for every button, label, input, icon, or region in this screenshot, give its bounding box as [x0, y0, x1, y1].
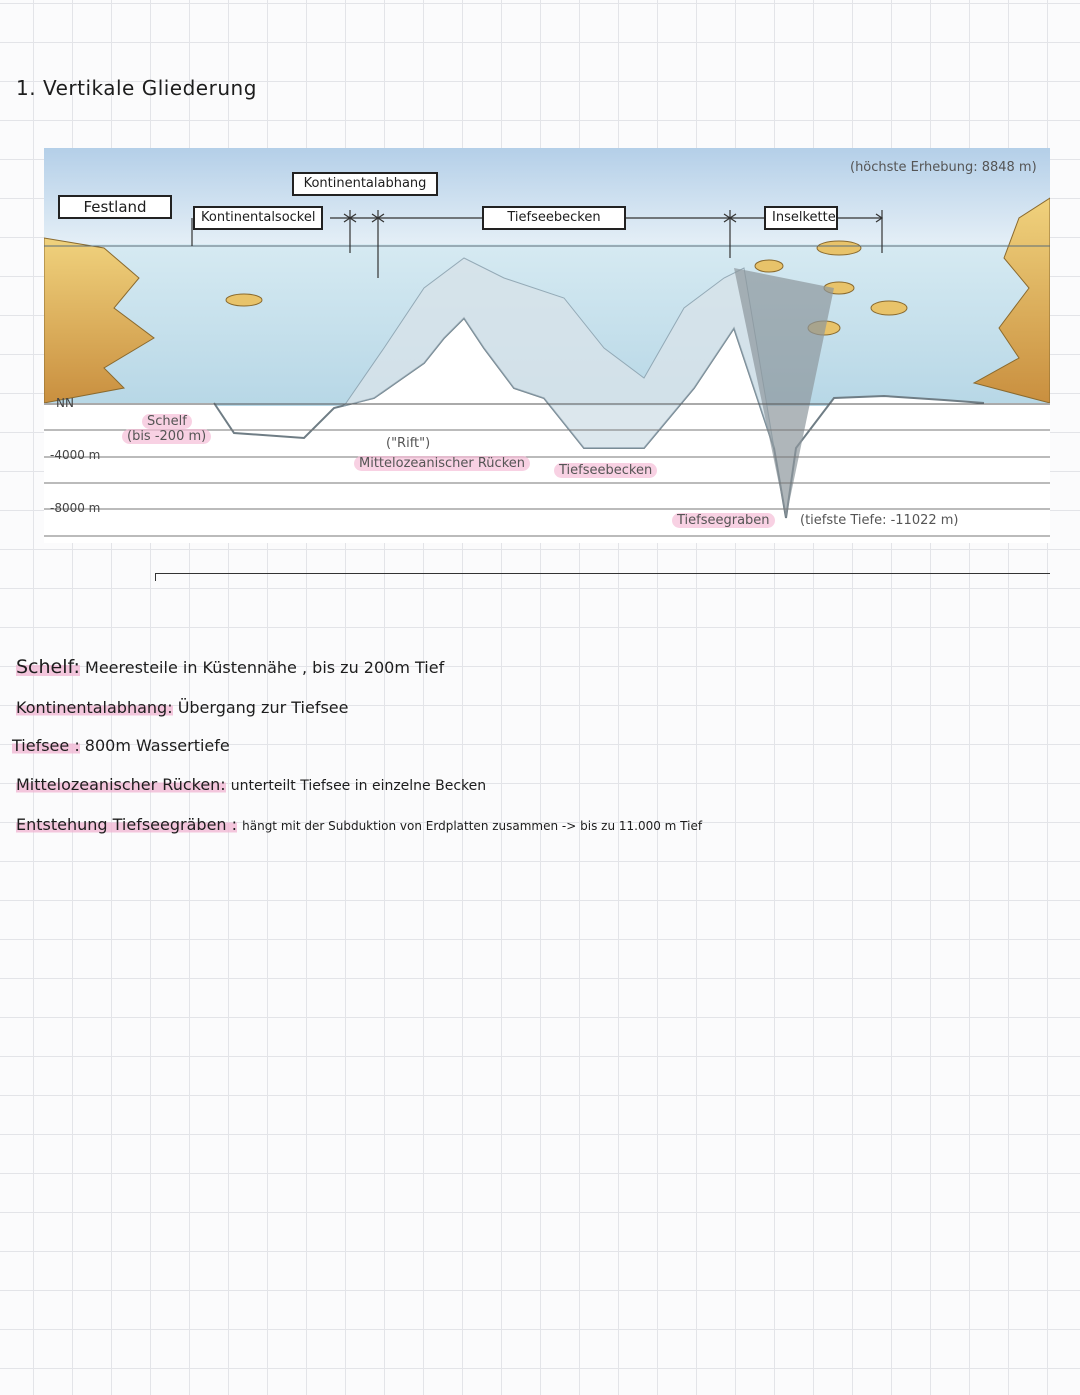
- divider-line: [155, 573, 1050, 574]
- note-mittelozeanischer-ruecken: [16, 775, 486, 794]
- note-tiefsee: [12, 736, 230, 755]
- label-festland: Festland: [58, 195, 172, 219]
- label-kontinentalabhang: Kontinentalabhang: [292, 172, 438, 196]
- tiefseebecken-bottom-text: Tiefseebecken: [554, 463, 657, 478]
- label-depth-8000: -8000 m: [50, 501, 101, 515]
- divider-tick: [155, 573, 156, 581]
- note-term: Kontinentalabhang:: [16, 698, 173, 717]
- island: [755, 260, 783, 272]
- note-entstehung-tiefseegraeben: [16, 815, 702, 834]
- label-mittelozeanischer-ruecken: [354, 456, 530, 471]
- schelf-text: Schelf: [142, 414, 192, 429]
- ocean-cross-section-figure: [44, 148, 1050, 543]
- schelf-depth-text: (bis -200 m): [122, 429, 211, 444]
- label-nn: NN: [56, 396, 74, 410]
- note-text: hängt mit der Subduktion von Erdplatten zusammen -> bis zu 11.000 m Tief: [242, 819, 703, 833]
- heading-text: 1. Vertikale Gliederung: [16, 76, 257, 100]
- island: [226, 294, 262, 306]
- label-depth-4000: -4000 m: [50, 448, 101, 462]
- note-term: Tiefsee :: [12, 736, 80, 755]
- label-schelf-depth: [122, 429, 211, 444]
- label-tiefseebecken-bottom: [554, 463, 657, 478]
- label-inselkette: Inselkette: [764, 206, 838, 230]
- note-term: Mittelozeanischer Rücken:: [16, 775, 226, 794]
- note-text: Übergang zur Tiefsee: [177, 698, 349, 717]
- note-term: Schelf:: [16, 656, 80, 678]
- note-schelf: [16, 656, 444, 678]
- page-heading: [16, 76, 257, 100]
- label-kontinentalsockel: Kontinentalsockel: [193, 206, 323, 230]
- label-tiefseegraben: [672, 513, 775, 528]
- label-hoechste-erhebung: (höchste Erhebung: 8848 m): [850, 160, 1037, 175]
- label-rift: ("Rift"): [386, 436, 431, 451]
- note-text: Meeresteile in Küstennähe , bis zu 200m Tief: [85, 658, 445, 677]
- label-tiefste-tiefe: (tiefste Tiefe: -11022 m): [800, 513, 959, 528]
- island: [817, 241, 861, 255]
- label-tiefseebecken-top: Tiefseebecken: [482, 206, 626, 230]
- tiefseegraben-text: Tiefseegraben: [672, 513, 775, 528]
- island: [871, 301, 907, 315]
- label-schelf: [142, 414, 192, 429]
- note-kontinentalabhang: [16, 698, 348, 717]
- note-term: Entstehung Tiefseegräben :: [16, 815, 238, 834]
- ruecken-text: Mittelozeanischer Rücken: [354, 456, 530, 471]
- note-text: unterteilt Tiefsee in einzelne Becken: [230, 778, 487, 794]
- note-text: 800m Wassertiefe: [84, 736, 230, 755]
